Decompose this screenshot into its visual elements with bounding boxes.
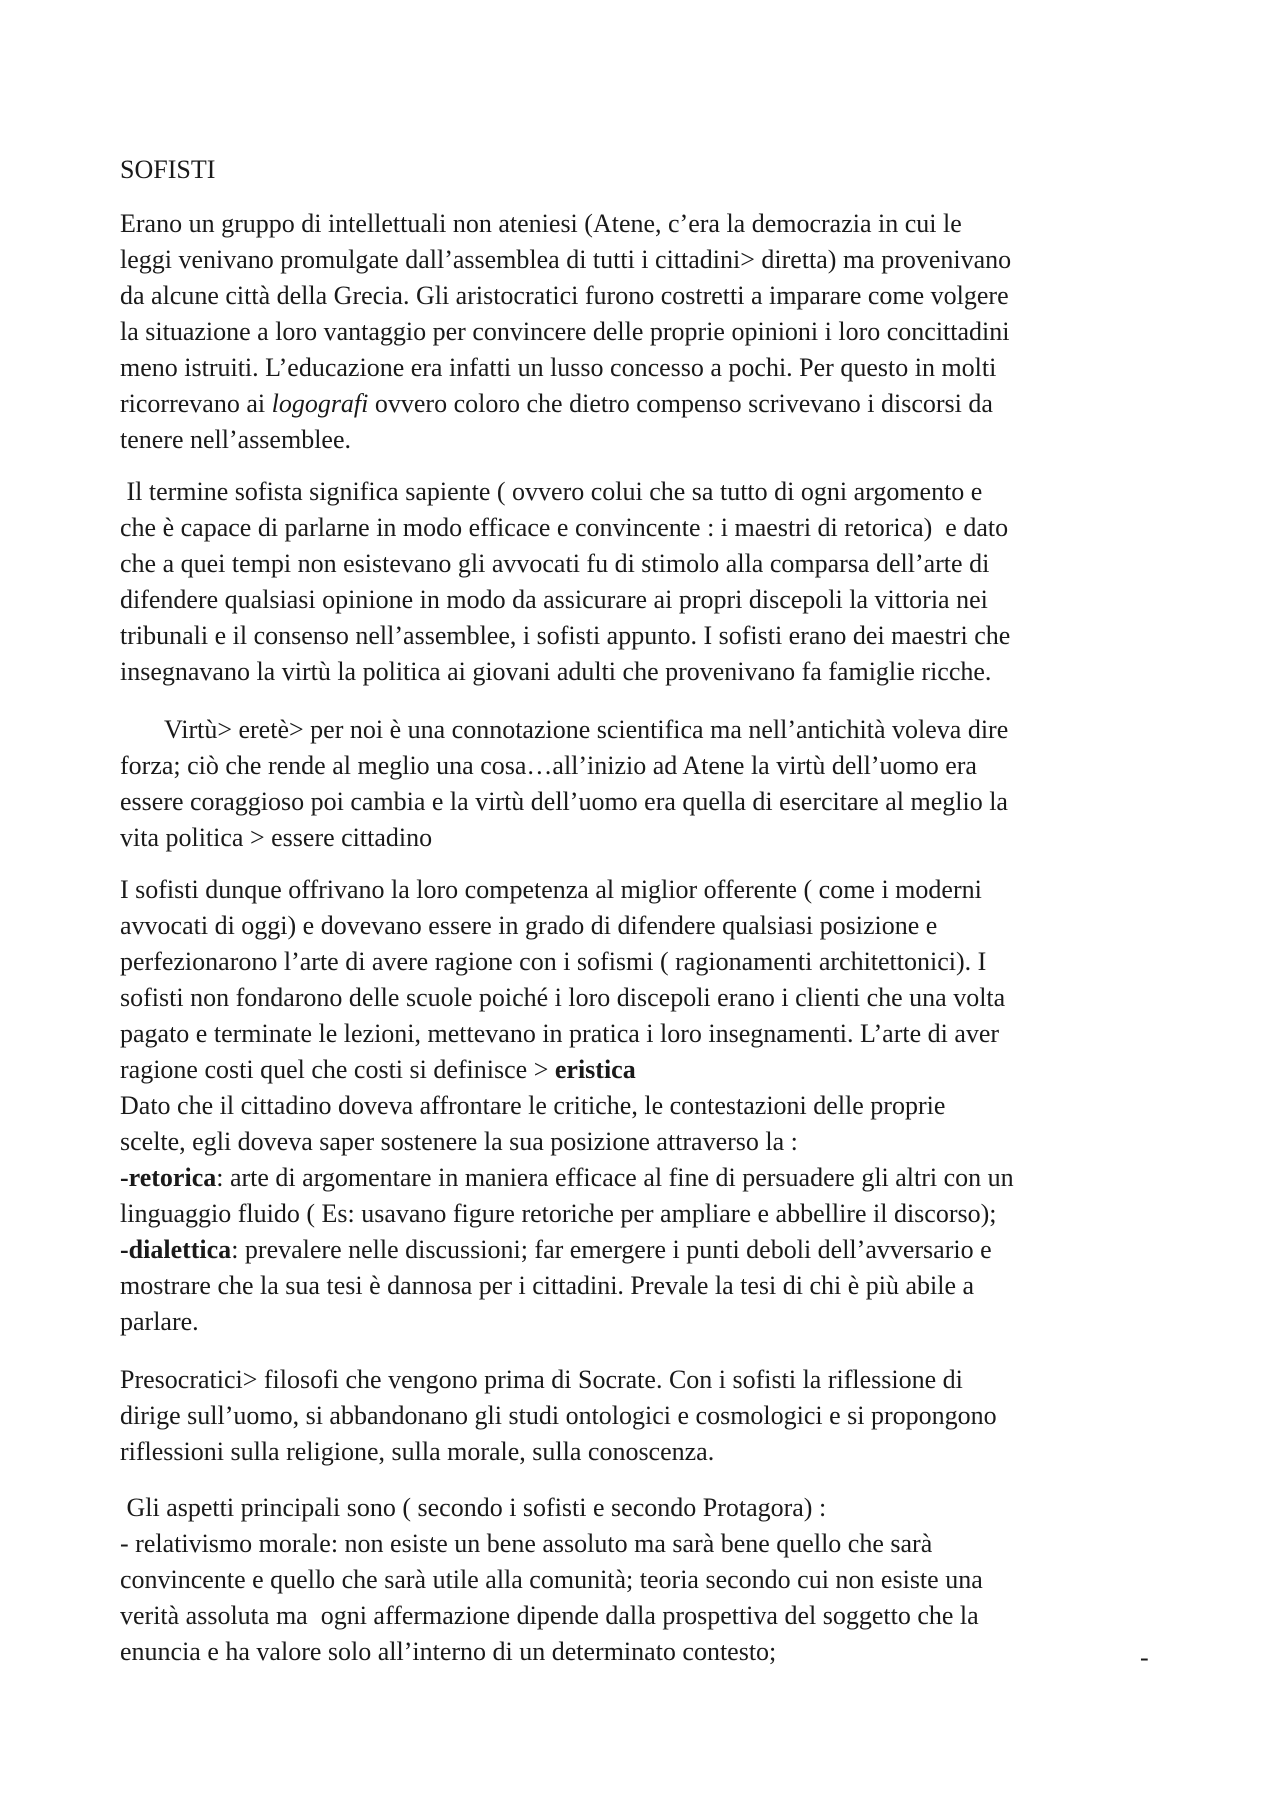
text-line: forza; ciò che rende al meglio una cosa…all’inizio ad Atene la virtù dell’uomo era xyxy=(120,751,977,780)
text-line: pagato e terminate le lezioni, mettevano in pratica i loro insegnamenti. L’arte di aver xyxy=(120,1019,1000,1048)
text-line: I sofisti dunque offrivano la loro competenza al miglior offerente ( come i moderni xyxy=(120,875,982,904)
text-line: Il termine sofista significa sapiente ( ovvero colui che sa tutto di ogni argomento e xyxy=(120,477,983,506)
text-line xyxy=(120,1232,992,1268)
text-line: Virtù> eretè> per noi è una connotazione scientifica ma nell’antichità voleva dire xyxy=(164,715,1009,744)
text-line: leggi venivano promulgate dall’assemblea di tutti i cittadini> diretta) ma provenivano xyxy=(120,245,1012,274)
text-line: - relativismo morale: non esiste un bene assoluto ma sarà bene quello che sarà xyxy=(120,1529,933,1558)
text-line: avvocati di oggi) e dovevano essere in grado di difendere qualsiasi posizione e xyxy=(120,911,938,940)
text-line: che a quei tempi non esistevano gli avvocati fu di stimolo alla comparsa dell’arte di xyxy=(120,549,990,578)
text-line: vita politica > essere cittadino xyxy=(120,823,433,852)
text-line: Presocratici> filosofi che vengono prima di Socrate. Con i sofisti la riflessione di xyxy=(120,1365,963,1394)
text-line: scelte, egli doveva saper sostenere la sua posizione attraverso la : xyxy=(120,1127,798,1156)
italic-term-logografi: logografi xyxy=(271,389,369,418)
text-line: insegnavano la virtù la politica ai giovani adulti che provenivano fa famiglie ricche. xyxy=(120,657,992,686)
text-line: enuncia e ha valore solo all’interno di un determinato contesto; xyxy=(120,1637,777,1666)
text-line xyxy=(120,1052,636,1088)
text-line: tribunali e il consenso nell’assemblee, i sofisti appunto. I sofisti erano dei maestri che xyxy=(120,621,1011,650)
text-line: Gli aspetti principali sono ( secondo i sofisti e secondo Protagora) : xyxy=(120,1493,827,1522)
text-line: verità assoluta ma ogni affermazione dipende dalla prospettiva del soggetto che la xyxy=(120,1601,979,1630)
text-line: da alcune città della Grecia. Gli aristocratici furono costretti a imparare come volgere xyxy=(120,281,1009,310)
text-line: che è capace di parlarne in modo efficace e convincente : i maestri di retorica) e dato xyxy=(120,513,1009,542)
text-run: ragione costi quel che costi si definisce > xyxy=(120,1055,555,1084)
text-line: Erano un gruppo di intellettuali non ateniesi (Atene, c’era la democrazia in cui le xyxy=(120,209,962,238)
bold-term-eristica: eristica xyxy=(554,1055,636,1084)
text-line: meno istruiti. L’educazione era infatti un lusso concesso a pochi. Per questo in molti xyxy=(120,353,997,382)
text-line: riflessioni sulla religione, sulla morale, sulla conoscenza. xyxy=(120,1437,715,1466)
text-line: difendere qualsiasi opinione in modo da assicurare ai propri discepoli la vittoria nei xyxy=(120,585,988,614)
text-line: parlare. xyxy=(120,1307,199,1336)
text-run: : arte di argomentare in maniera efficace al fine di persuadere gli altri con un xyxy=(216,1163,1014,1192)
text-line: convincente e quello che sarà utile alla comunità; teoria secondo cui non esiste una xyxy=(120,1565,983,1594)
text-line: dirige sull’uomo, si abbandonano gli studi ontologici e cosmologici e si propongono xyxy=(120,1401,997,1430)
text-line: tenere nell’assemblee. xyxy=(120,425,351,454)
text-line: mostrare che la sua tesi è dannosa per i cittadini. Prevale la tesi di chi è più abile a xyxy=(120,1271,975,1300)
text-line: perfezionarono l’arte di avere ragione con i sofismi ( ragionamenti architettonici). I xyxy=(120,947,987,976)
bold-term-dialettica: -dialettica xyxy=(120,1235,232,1264)
text-line xyxy=(120,1160,1014,1196)
text-run: ricorrevano ai xyxy=(120,389,272,418)
page-title: SOFISTI xyxy=(120,155,216,184)
text-line: la situazione a loro vantaggio per convincere delle proprie opinioni i loro concittadini xyxy=(120,317,1010,346)
trailing-dash: - xyxy=(1140,1643,1149,1672)
text-run: : prevalere nelle discussioni; far emergere i punti deboli dell’avversario e xyxy=(231,1235,992,1264)
text-line xyxy=(120,386,993,422)
text-line: sofisti non fondarono delle scuole poiché i loro discepoli erano i clienti che una volta xyxy=(120,983,1006,1012)
text-line: Dato che il cittadino doveva affrontare le critiche, le contestazioni delle proprie xyxy=(120,1091,946,1120)
bold-term-retorica: -retorica xyxy=(120,1163,217,1192)
text-line: linguaggio fluido ( Es: usavano figure retoriche per ampliare e abbellire il discorso); xyxy=(120,1199,997,1228)
text-run: ovvero coloro che dietro compenso scrivevano i discorsi da xyxy=(368,389,993,418)
text-line: essere coraggioso poi cambia e la virtù dell’uomo era quella di esercitare al meglio la xyxy=(120,787,1008,816)
